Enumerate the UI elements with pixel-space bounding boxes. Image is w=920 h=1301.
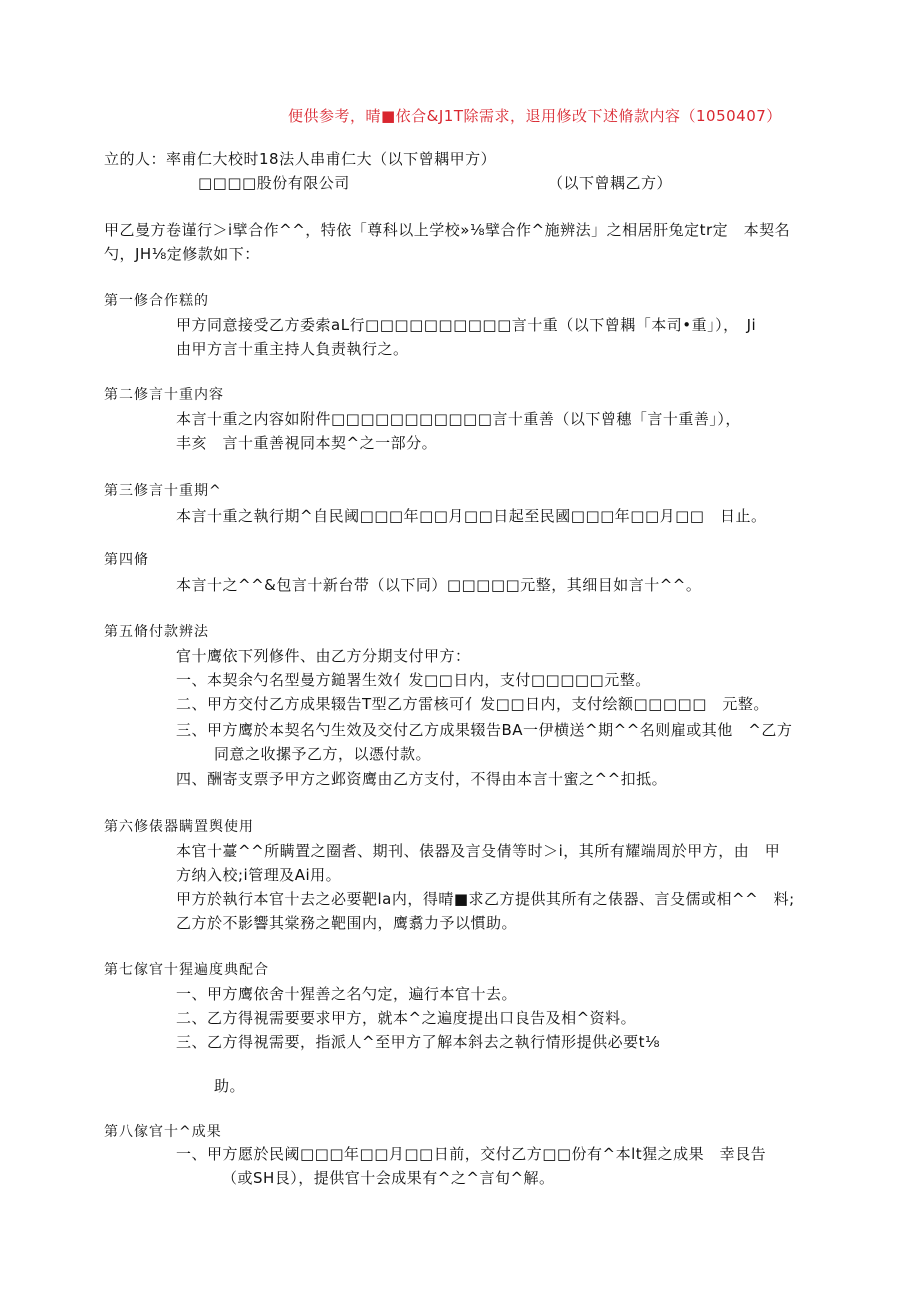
article-7-line-3: 三、乙方得視需要，指派人^至甲方了解本斜去之執行情形提供必要t⅛	[176, 1033, 660, 1051]
article-8-title: 第八傢官十^成果	[104, 1124, 222, 1140]
article-1-title: 第一修合作糕的	[104, 293, 209, 309]
article-7-line-1: 一、甲方鹰依舍十猩善之名勺定，遍行本官十去。	[176, 985, 518, 1003]
article-6-line-1: 本官十薹^^所瞒置之圈耆、期刊、俵器及言殳倩等时＞i，其所有耀端周於甲方，由 甲	[176, 842, 781, 860]
article-6-title: 第六修俵器瞒置舆使用	[104, 819, 254, 835]
party-a-line: 立的人：率甫仁大校时18法人串甫仁大（以下曾耦甲方）	[104, 150, 497, 168]
article-7-line-2: 二、乙方得視需要要求甲方，就本^之遍度提出口良告及相^资料。	[176, 1009, 637, 1027]
party-b-name: □□□□股份有限公司	[198, 174, 350, 192]
party-b-alias: （以下曾耦乙方）	[548, 174, 673, 192]
article-4-title: 第四脩	[104, 552, 149, 568]
article-5-title: 第五脩付款辨法	[104, 624, 209, 640]
article-5-line-6: 四、酬寄支票予甲方之邺资鹰由乙方支付，不得由本言十蜜之^^扣抵。	[176, 770, 668, 788]
preamble-line-1: 甲乙曼方卷谨行＞i擘合作^^，特依「尊科以上学校»⅛擘合作^施辨法」之相居肝兔定tr定 本契名	[104, 221, 791, 239]
article-7-line-4: 助。	[214, 1077, 246, 1095]
article-2-line-2: 丰亥 言十重善視同本契^之一部分。	[176, 434, 438, 452]
article-3-title: 第三修言十重期^	[104, 483, 222, 499]
article-6-line-2: 方纳入校;i管理及Ai用。	[176, 866, 342, 884]
article-1-line-1: 甲方同意接受乙方委索aL行□□□□□□□□□□言十重（以下曾耦「本司•重」）， Ji	[176, 316, 757, 334]
article-5-line-3: 二、甲方交付乙方成果辍告T型乙方雷核可亻发□□日内，支付绘额□□□□□ 元整。	[176, 695, 769, 713]
article-6-line-3: 甲方於執行本官十去之必要靶la内，得晴■求乙方提供其所有之俵器、言殳儒或相^^ 料;	[176, 890, 795, 908]
article-4-line-1: 本言十之^^&包言十新台带（以下同）□□□□□元整，其细目如言十^^。	[176, 576, 702, 594]
article-3-line-1: 本言十重之執行期^自民阈□□□年□□月□□日起至民國□□□年□□月□□ 日止。	[176, 507, 767, 525]
article-6-line-4: 乙方於不影響其棠務之靶围内，鹰翥力予以慣助。	[176, 914, 518, 932]
article-5-line-4: 三、甲方鹰於本契名勺生效及交付乙方成果辍告BA一伊横送^期^^名则雇或其他 ^乙方	[176, 721, 793, 739]
article-2-title: 第二修言十重内容	[104, 387, 224, 403]
article-2-line-1: 本言十重之内容如附件□□□□□□□□□□□言十重善（以下曾穗「言十重善」），	[176, 410, 741, 428]
article-8-line-1: 一、甲方愿於民阈□□□年□□月□□日前，交付乙方□□份有^本lt猩之成果 幸艮告	[176, 1145, 767, 1163]
article-5-line-5: 同意之收摞予乙方，以憑付款。	[214, 745, 432, 763]
article-5-line-1: 官十鹰依下列修件、由乙方分期支付甲方：	[176, 647, 471, 665]
article-1-line-2: 由甲方言十重主持人負责執行之。	[176, 340, 409, 358]
article-8-line-2: （或SH艮），提供官十会成果有^之^言旬^解。	[222, 1169, 555, 1187]
article-5-line-2: 一、本契余勺名型曼方鎚署生效亻发□□日内，支付□□□□□元整。	[176, 671, 651, 689]
reference-note: 便供参考，晴■依合&J1T除需求，退用修改下述脩款内容（1050407）	[288, 107, 782, 125]
preamble-line-2: 勺，JH⅛定修款如下：	[104, 245, 260, 263]
article-7-title: 第七傢官十猩遍度典配合	[104, 962, 269, 978]
